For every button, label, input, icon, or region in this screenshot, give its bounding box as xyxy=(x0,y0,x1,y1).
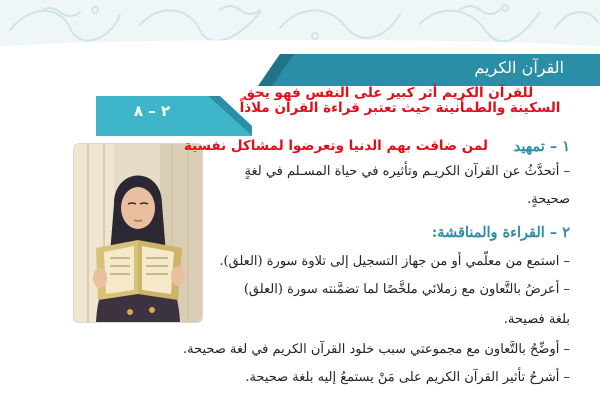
list-item: – أشرحُ تأثير القرآن الكريم على مَنْ يستمعُ إليه بلغة صحيحة. xyxy=(245,370,570,385)
lesson-number: ٢ – ٨ xyxy=(133,102,171,120)
list-item: – أعرضُ بالتَّعاون مع زملائي ملخَّصًا لما تضمَّنته سورة (العلق) xyxy=(243,282,570,297)
red-note-line: للقرآن الكريم أثر كبير على النفس فهو يحق xyxy=(242,85,534,101)
calligraphy-pattern-band xyxy=(0,0,600,46)
list-item: بلغة فصيحة. xyxy=(503,312,570,327)
section1-line: – أتحدَّثُ عن القرآن الكريـم وتأثيره في حياة المسـلم في لغةٍ xyxy=(244,164,570,179)
page-title: القرآن الكريم xyxy=(474,58,564,77)
section2-heading xyxy=(432,224,570,241)
section1-line: صحيحةٍ. xyxy=(527,192,570,207)
list-item: – أوضِّحُ بالتَّعاون مع مجموعتي سبب خلود القرآن الكريم في لغة صحيحة. xyxy=(183,342,570,357)
section2-title: القراءة والمناقشة: xyxy=(431,224,545,241)
girl-reading-quran-photo xyxy=(73,143,203,323)
red-note-line: لمن ضاقت بهم الدنيا وتعرضوا لمشاكل نفسية xyxy=(183,138,488,154)
red-note-line: السكينة والطمأنينة حيث تعتبر قراءة القرآن ملاذاً xyxy=(239,100,561,116)
section1-number: ١ – xyxy=(549,138,570,155)
photo-illustration xyxy=(74,144,202,322)
list-item: – استمع من معلّمي أو من جهاز التسجيل إلى تلاوة سورة (العلق). xyxy=(219,254,570,269)
section1-heading xyxy=(514,138,570,155)
red-note xyxy=(200,86,600,116)
section2-number: ٢ – xyxy=(549,224,570,241)
section1-title: تمهيد xyxy=(513,138,545,155)
